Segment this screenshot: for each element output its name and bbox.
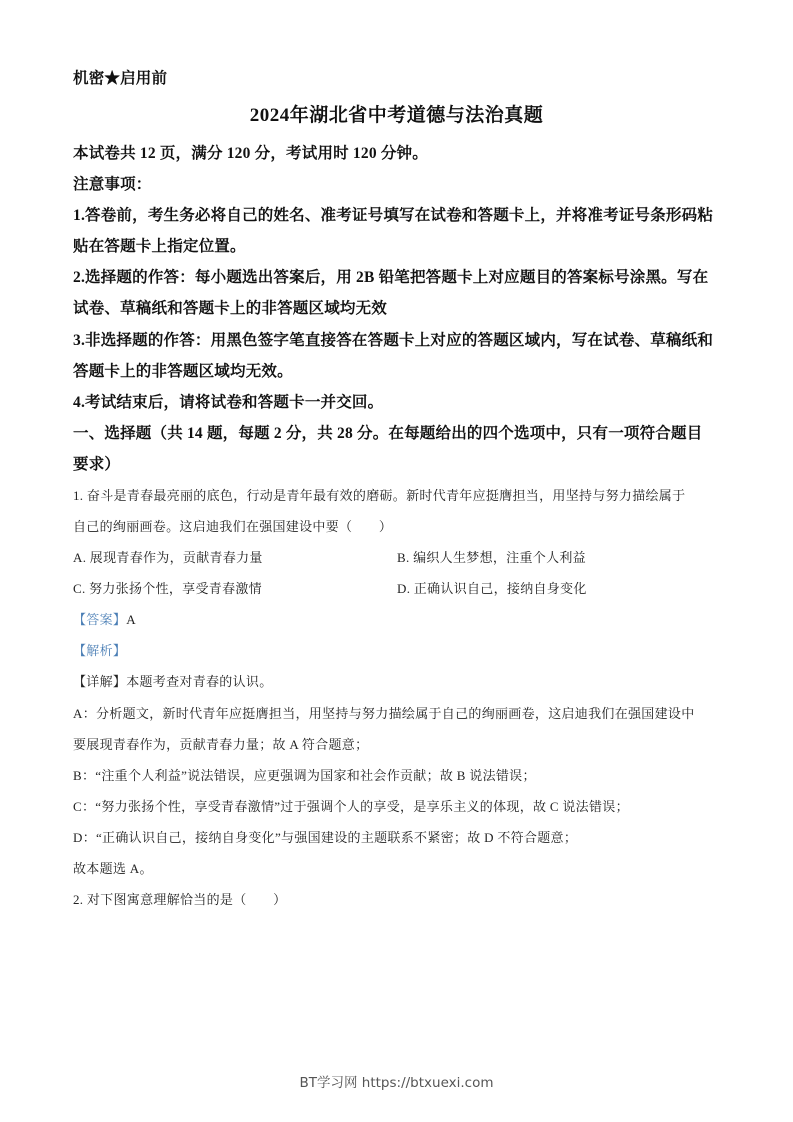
note-2-line-2: 试卷、草稿纸和答题卡上的非答题区域均无效 <box>73 300 388 317</box>
answer-label: 【答案】 <box>73 612 127 627</box>
footer-watermark: BT学习网 https://btxuexi.com <box>299 1075 494 1091</box>
analysis-label: 【解析】 <box>73 643 127 658</box>
exam-info: 本试卷共 12 页，满分 120 分，考试用时 120 分钟。 <box>73 145 428 162</box>
explanation-a-line-1: A：分析题文，新时代青年应挺膺担当，用坚持与努力描绘属于自己的绚丽画卷，这启迪我们在强国建设中 <box>73 706 695 721</box>
answer-value: A <box>126 612 136 627</box>
question-1-option-b: B. 编织人生梦想，注重个人利益 <box>397 550 586 565</box>
explanation-c: C：“努力张扬个性，享受青春激情”过于强调个人的享受，是享乐主义的体现，故 C 说法错误； <box>73 799 629 814</box>
conclusion: 故本题选 A。 <box>73 861 153 876</box>
question-1-option-a: A. 展现青春作为，贡献青春力量 <box>73 550 263 565</box>
detail-intro: 本题考查对青春的认识。 <box>126 674 273 689</box>
note-3-line-2: 答题卡上的非答题区域均无效。 <box>73 363 293 380</box>
section-heading-line-1: 一、选择题（共 14 题，每题 2 分，共 28 分。在每题给出的四个选项中，只有一项符合题目 <box>73 425 703 442</box>
notes-heading: 注意事项： <box>73 176 152 193</box>
answer-row <box>73 609 136 628</box>
explanation-a-line-2: 要展现青春作为，贡献青春力量；故 A 符合题意； <box>73 737 369 752</box>
note-4-line-1: 4.考试结束后，请将试卷和答题卡一并交回。 <box>73 394 384 411</box>
note-2-line-1: 2.选择题的作答：每小题选出答案后，用 2B 铅笔把答题卡上对应题目的答案标号涂黑。写在 <box>73 269 709 286</box>
question-2-stem: 2. 对下图寓意理解恰当的是（ ） <box>73 892 287 907</box>
section-heading-line-2: 要求） <box>73 456 121 473</box>
note-1-line-1: 1.答卷前，考生务必将自己的姓名、准考证号填写在试卷和答题卡上，并将准考证号条形码粘 <box>73 207 714 224</box>
question-1-stem-line-2: 自己的绚丽画卷。这启迪我们在强国建设中要（ ） <box>73 519 393 534</box>
explanation-b: B：“注重个人利益”说法错误，应更强调为国家和社会作贡献；故 B 说法错误； <box>73 768 536 783</box>
detail-row <box>73 671 273 690</box>
note-1-line-2: 贴在答题卡上指定位置。 <box>73 238 246 255</box>
note-3-line-1: 3.非选择题的作答：用黑色签字笔直接答在答题卡上对应的答题区域内，写在试卷、草稿纸和 <box>73 332 714 349</box>
confidential-label: 机密★启用前 <box>73 70 168 87</box>
page-title: 2024年湖北省中考道德与法治真题 <box>249 105 544 126</box>
detail-label: 【详解】 <box>73 674 127 689</box>
question-1-stem-line-1: 1. 奋斗是青春最亮丽的底色，行动是青年最有效的磨砺。新时代青年应挺膺担当，用坚持与努力描绘属于 <box>73 488 686 503</box>
question-1-option-c: C. 努力张扬个性，享受青春激情 <box>73 581 262 596</box>
explanation-d: D：“正确认识自己，接纳自身变化”与强国建设的主题联系不紧密；故 D 不符合题意； <box>73 830 578 845</box>
question-1-option-d: D. 正确认识自己，接纳自身变化 <box>397 581 587 596</box>
